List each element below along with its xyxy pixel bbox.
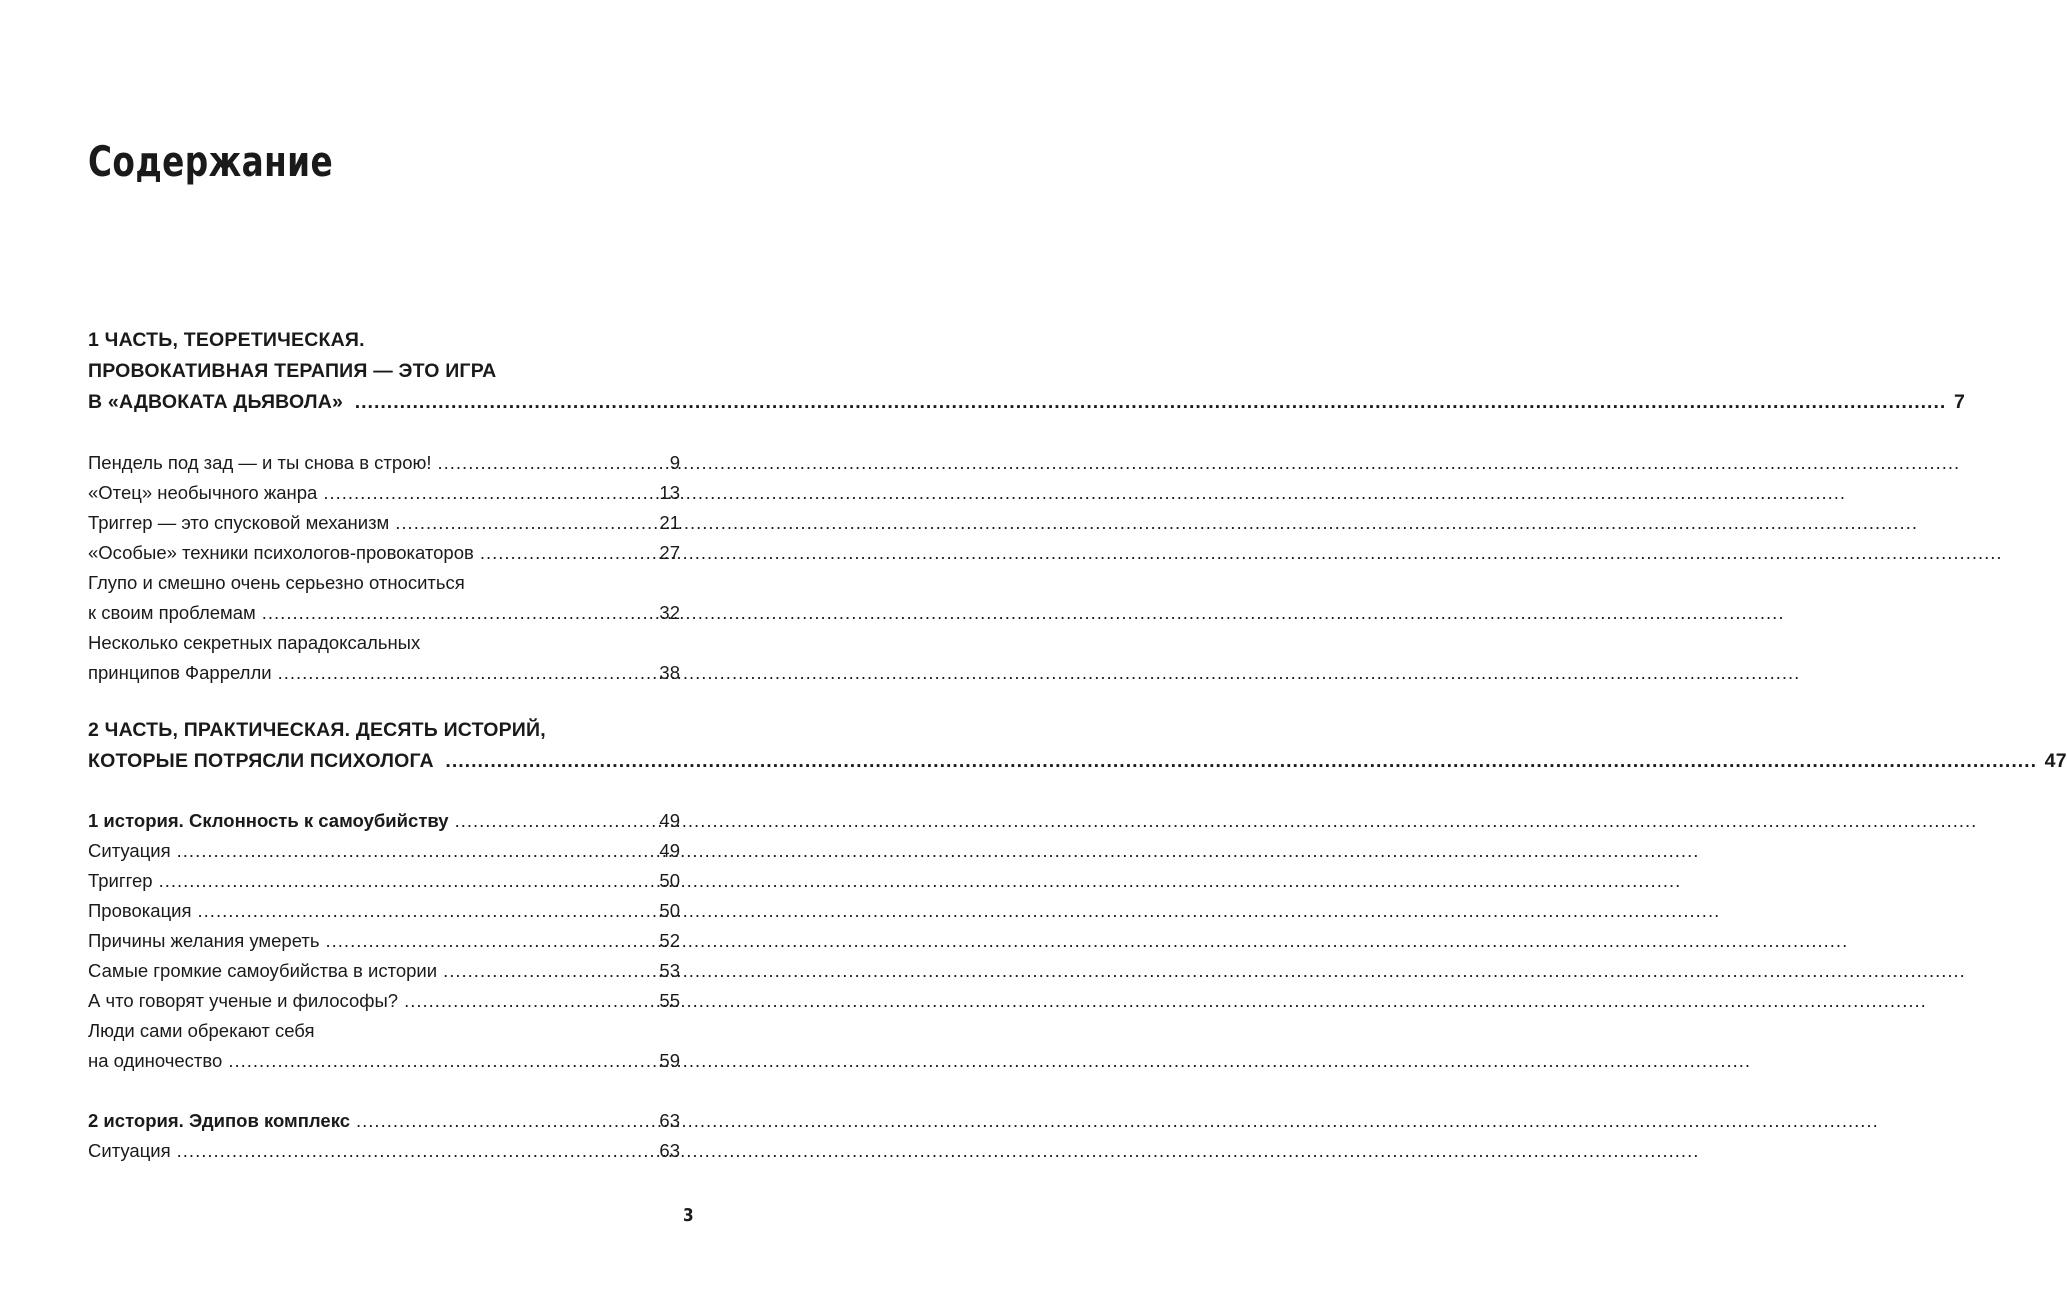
entry-title: Триггер — это спусковой механизм: [88, 512, 390, 533]
page-title: Содержание: [88, 137, 334, 186]
entry-title-line-1: Люди сами обрекают себя: [88, 1020, 315, 1041]
part-1-line-2: ПРОВОКАТИВНАЯ ТЕРАПИЯ — ЭТО ИГРА: [88, 360, 497, 382]
entry-title-line-1: Несколько секретных парадоксальных: [88, 632, 421, 653]
entry-title: «Особые» техники психологов-провокаторов: [88, 542, 474, 563]
part-2-heading[interactable]: [88, 715, 2067, 777]
entry-title: Ситуация: [88, 840, 171, 861]
toc-entry[interactable]: [88, 628, 680, 688]
toc-entry[interactable]: [88, 836, 680, 866]
leader-dots: [443, 956, 657, 986]
entry-title-line-1: Глупо и смешно очень серьезно относиться: [88, 572, 465, 593]
toc-entry[interactable]: [88, 508, 680, 538]
page-number: 52: [659, 930, 680, 951]
page-number: 32: [659, 602, 680, 623]
part-2-last-text: КОТОРЫЕ ПОТРЯСЛИ ПСИХОЛОГА: [88, 750, 434, 772]
page-number: 38: [659, 662, 680, 683]
story-1-heading[interactable]: [88, 806, 680, 836]
leader-dots: [404, 986, 657, 1016]
page-number: 49: [659, 840, 680, 861]
part-2-line-2: [88, 746, 2067, 777]
leader-dots: [438, 448, 668, 478]
toc-entry[interactable]: [88, 1016, 680, 1076]
toc-entry[interactable]: [88, 478, 680, 508]
leader-dots: [159, 866, 658, 896]
entry-title: Ситуация: [88, 1140, 171, 1161]
toc-entry[interactable]: [88, 866, 680, 896]
leader-dots: [177, 836, 658, 866]
entry-title: принципов Фаррелли: [88, 662, 272, 683]
page-number: 21: [659, 512, 680, 533]
toc-entry[interactable]: [88, 926, 680, 956]
leader-dots: [177, 1136, 658, 1166]
entry-title: Триггер: [88, 870, 153, 891]
leader-dots: [323, 478, 657, 508]
toc-entry[interactable]: [88, 448, 680, 478]
leader-dots: [326, 926, 658, 956]
part-1-line-1: 1 ЧАСТЬ, ТЕОРЕТИЧЕСКАЯ.: [88, 329, 365, 351]
page-number: 63: [659, 1140, 680, 1161]
page-number: 49: [659, 810, 680, 831]
part-1-heading[interactable]: [88, 325, 1965, 418]
page-number: 27: [659, 542, 680, 563]
page-number: 7: [1953, 391, 1965, 413]
entry-title: «Отец» необычного жанра: [88, 482, 318, 503]
entry-title: А что говорят ученые и философы?: [88, 990, 399, 1011]
part-1-line-3: [88, 387, 1965, 418]
leader-dots: [395, 508, 657, 538]
story-2-heading[interactable]: [88, 1106, 680, 1136]
leader-dots: [198, 896, 658, 926]
entry-title: 2 история. Эдипов комплекс: [88, 1110, 351, 1131]
page-number: 59: [659, 1050, 680, 1071]
page-number: 55: [659, 990, 680, 1011]
leader-dots: [278, 658, 658, 688]
entry-title: к своим проблемам: [88, 602, 256, 623]
page-number: 63: [659, 1110, 680, 1131]
leader-dots: [455, 806, 658, 836]
part-2-line-1: 2 ЧАСТЬ, ПРАКТИЧЕСКАЯ. ДЕСЯТЬ ИСТОРИЙ,: [88, 719, 546, 741]
entry-title: Причины желания умереть: [88, 930, 320, 951]
page-number: 9: [669, 452, 680, 473]
leader-dots: [355, 391, 1947, 413]
page-number: 47: [2044, 750, 2067, 772]
leader-dots: [356, 1106, 657, 1136]
page-number: 13: [659, 482, 680, 503]
part-1-last-text: В «АДВОКАТА ДЬЯВОЛА»: [88, 391, 344, 413]
leader-dots: [262, 598, 658, 628]
entry-title: Самые громкие самоубийства в истории: [88, 960, 438, 981]
leader-dots: [480, 538, 658, 568]
entry-title: на одиночество: [88, 1050, 223, 1071]
page-number: 50: [659, 900, 680, 921]
leader-dots: [445, 750, 2037, 772]
page-folio-number: 3: [683, 1205, 695, 1226]
entry-title: Провокация: [88, 900, 192, 921]
page-number: 50: [659, 870, 680, 891]
page-number: 53: [659, 960, 680, 981]
leader-dots: [228, 1046, 657, 1076]
toc-entry[interactable]: [88, 1136, 680, 1166]
toc-entry[interactable]: [88, 568, 680, 628]
toc-entry[interactable]: [88, 986, 680, 1016]
entry-title: 1 история. Склонность к самоубийству: [88, 810, 449, 831]
entry-title: Пендель под зад — и ты снова в строю!: [88, 452, 432, 473]
toc-entry[interactable]: [88, 538, 680, 568]
toc-entry[interactable]: [88, 956, 680, 986]
toc-entry[interactable]: [88, 896, 680, 926]
